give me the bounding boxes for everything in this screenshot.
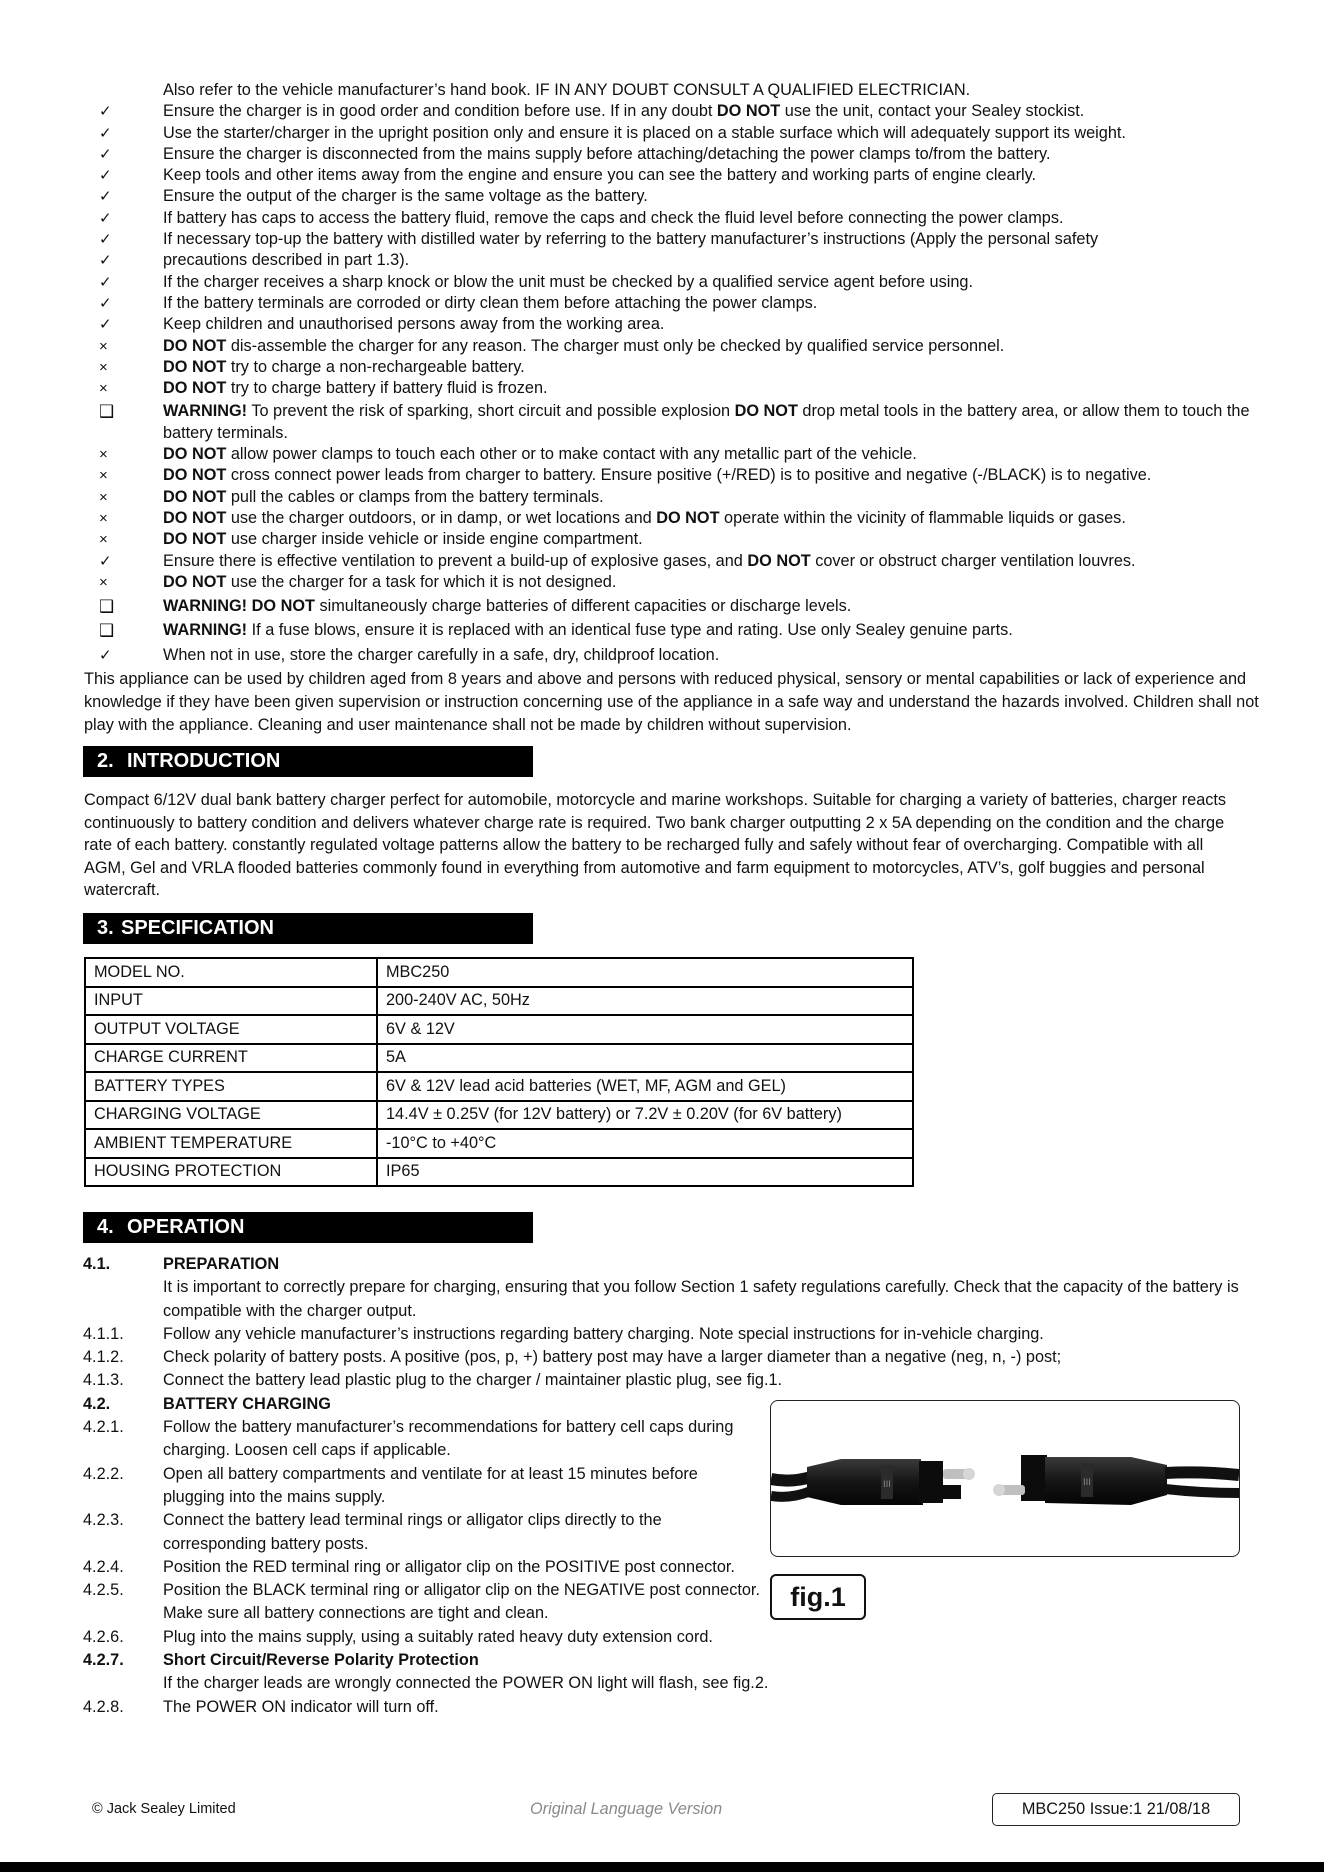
warning-capacities: ❑ WARNING! DO NOT simultaneously charge batteries of different capacities or discharge levels.: [84, 596, 1264, 617]
safety-item: × DO NOT use charger inside vehicle or inside engine compartment.: [84, 529, 1264, 550]
operation-step: [83, 1556, 1263, 1579]
step-text: It is important to correctly prepare for charging, ensuring that you follow Section 1 safety regulations carefully. Check that the capacity of the battery is compatible with the charger output.: [163, 1278, 1239, 1320]
safety-item: ✓ Keep children and unauthorised persons away from the working area.: [84, 314, 1264, 335]
safety-item: ✓ precautions described in part 1.3).: [84, 250, 1264, 271]
step-number: 4.2.7.: [83, 1651, 124, 1670]
copyright: © Jack Sealey Limited: [92, 1801, 236, 1817]
spec-key: CHARGING VOLTAGE: [85, 1101, 377, 1130]
step-text: The POWER ON indicator will turn off.: [163, 1697, 439, 1716]
appliance-note: This appliance can be used by children aged from 8 years and above and persons with reduced physical, sensory or mental capabilities or lack of experience and knowledge if they have been given supervision or instruction concerning use of the appliance in a safe way and understand the hazards involved. Children shall not play with the appliance. Cleaning and user maintenance shall not be made by children without supervision.: [84, 670, 1259, 735]
step-number: [83, 1672, 163, 1695]
cross-icon: ×: [99, 488, 108, 506]
step-number: 4.2.5.: [83, 1581, 124, 1600]
step-text: If the charger leads are wrongly connected the POWER ON light will flash, see fig.2.: [163, 1674, 769, 1693]
checkbox-icon: ❑: [99, 621, 115, 641]
spec-row: [85, 1044, 913, 1073]
step-number: 4.2.4.: [83, 1557, 124, 1576]
cross-icon: ×: [99, 446, 108, 464]
safety-item: ✓ Keep tools and other items away from the engine and ensure you can see the battery and working parts of engine clearly.: [84, 165, 1264, 186]
step-text: Connect the battery lead plastic plug to the charger / maintainer plastic plug, see fig.1.: [163, 1371, 783, 1390]
step-text: BATTERY CHARGING: [163, 1394, 331, 1413]
spec-key: HOUSING PROTECTION: [85, 1158, 377, 1187]
safety-item: ✓ Use the starter/charger in the upright position only and ensure it is placed on a stable surface which will adequately support its weight.: [84, 123, 1264, 144]
spec-row: [85, 1129, 913, 1158]
bottom-rule: [0, 1862, 1324, 1872]
cross-icon: ×: [99, 531, 108, 549]
safety-storage: ✓ When not in use, store the charger carefully in a safe, dry, childproof location.: [84, 645, 1264, 666]
step-number: 4.1.1.: [83, 1324, 124, 1343]
step-text: Follow any vehicle manufacturer’s instructions regarding battery charging. Note special instructions for in-vehicle charging.: [163, 1324, 1044, 1343]
safety-item: × DO NOT allow power clamps to touch each other or to make contact with any metallic part of the vehicle.: [84, 444, 1264, 465]
check-icon: ✓: [99, 103, 112, 121]
operation-step: [83, 1649, 1263, 1672]
figure-connector-plugs: [770, 1400, 1240, 1557]
step-number: 4.1.: [83, 1255, 111, 1273]
check-icon: ✓: [99, 294, 112, 312]
spec-row: [85, 987, 913, 1016]
operation-step: [83, 1253, 1263, 1276]
spec-row: [85, 1101, 913, 1130]
safety-item: × DO NOT pull the cables or clamps from the battery terminals.: [84, 487, 1264, 508]
check-icon: ✓: [99, 646, 112, 664]
figure-label: fig.1: [770, 1574, 866, 1620]
spec-key: CHARGE CURRENT: [85, 1044, 377, 1073]
operation-step: [83, 1323, 1263, 1346]
check-icon: ✓: [99, 231, 112, 249]
step-number: 4.1.3.: [83, 1371, 124, 1390]
check-icon: ✓: [99, 167, 112, 185]
safety-list: [84, 80, 1264, 737]
check-icon: ✓: [99, 124, 112, 142]
operation-step: [83, 1346, 1263, 1369]
sae-plug-illustration: [771, 1401, 1239, 1556]
spec-key: OUTPUT VOLTAGE: [85, 1015, 377, 1044]
step-number: 4.2.3.: [83, 1511, 124, 1530]
safety-item: × DO NOT try to charge a non-rechargeable battery.: [84, 357, 1264, 378]
check-icon: ✓: [99, 209, 112, 227]
operation-step: [83, 1369, 1263, 1392]
operation-step: [83, 1672, 1263, 1695]
step-text: Connect the battery lead terminal rings or alligator clips directly to the corresponding battery posts.: [163, 1511, 662, 1553]
spec-row: [85, 1072, 913, 1101]
safety-item: ✓ Ensure there is effective ventilation to prevent a build-up of explosive gases, and DO NOT cover or obstruct charger ventilation louvres.: [84, 551, 1264, 572]
safety-item: ✓ If necessary top-up the battery with distilled water by referring to the battery manufacturer’s instructions (Apply the personal safety: [84, 229, 1264, 250]
step-text: Position the BLACK terminal ring or alligator clip on the NEGATIVE post connector. Make sure all battery connections are tight and clean.: [163, 1581, 760, 1623]
operation-step: [83, 1696, 1263, 1719]
cross-icon: ×: [99, 573, 108, 591]
spec-value: IP65: [377, 1158, 913, 1187]
step-text: Short Circuit/Reverse Polarity Protection: [163, 1651, 479, 1670]
spec-key: BATTERY TYPES: [85, 1072, 377, 1101]
svg-text:III: III: [883, 1480, 891, 1490]
checkbox-icon: ❑: [99, 402, 115, 422]
warning-fuse: ❑ WARNING! If a fuse blows, ensure it is replaced with an identical fuse type and rating. Use only Sealey genuine parts.: [84, 620, 1264, 641]
cross-icon: ×: [99, 509, 108, 527]
check-icon: ✓: [99, 316, 112, 334]
spec-key: AMBIENT TEMPERATURE: [85, 1129, 377, 1158]
check-icon: ✓: [99, 188, 112, 206]
checkbox-icon: ❑: [99, 597, 115, 617]
check-icon: ✓: [99, 552, 112, 570]
operation-step: [83, 1276, 1263, 1323]
spec-value: 5A: [377, 1044, 913, 1073]
section-heading-operation: 4. OPERATION: [83, 1212, 533, 1243]
safety-item: ✓ If the battery terminals are corroded or dirty clean them before attaching the power clamps.: [84, 293, 1264, 314]
step-text: Check polarity of battery posts. A positive (pos, p, +) battery post may have a larger diameter than a negative (neg, n, -) post;: [163, 1348, 1062, 1367]
check-icon: ✓: [99, 252, 112, 270]
cross-icon: ×: [99, 380, 108, 398]
spec-key: INPUT: [85, 987, 377, 1016]
safety-item: ✓ If the charger receives a sharp knock or blow the unit must be checked by a qualified service agent before using.: [84, 272, 1264, 293]
operation-step: [83, 1579, 1263, 1626]
safety-item: × DO NOT cross connect power leads from charger to battery. Ensure positive (+/RED) is to positive and negative (-/BLACK) is to negative.: [84, 465, 1264, 486]
operation-step: [83, 1626, 1263, 1649]
specification-table: [84, 957, 914, 1187]
safety-item: × DO NOT use the charger outdoors, or in damp, or wet locations and DO NOT operate within the vicinity of flammable liquids or gases.: [84, 508, 1264, 529]
spec-value: 6V & 12V: [377, 1015, 913, 1044]
step-text: Plug into the mains supply, using a suitably rated heavy duty extension cord.: [163, 1627, 713, 1646]
safety-item: ✓ Ensure the charger is in good order and condition before use. If in any doubt DO NOT use the unit, contact your Sealey stockist.: [84, 101, 1264, 122]
cross-icon: ×: [99, 467, 108, 485]
spec-value: -10°C to +40°C: [377, 1129, 913, 1158]
spec-key: MODEL NO.: [85, 958, 377, 987]
step-number: 4.2.8.: [83, 1697, 124, 1716]
spec-value: 200-240V AC, 50Hz: [377, 987, 913, 1016]
safety-item: × DO NOT use the charger for a task for which it is not designed.: [84, 572, 1264, 593]
language-note: Original Language Version: [530, 1800, 723, 1818]
step-number: 4.2.2.: [83, 1464, 124, 1483]
step-text: Follow the battery manufacturer’s recommendations for battery cell caps during charging. Loosen cell caps if applicable.: [163, 1418, 734, 1460]
spec-row: [85, 1015, 913, 1044]
step-text: Position the RED terminal ring or alligator clip on the POSITIVE post connector.: [163, 1557, 735, 1576]
section-heading-introduction: 2. INTRODUCTION: [83, 746, 533, 777]
step-number: 4.2.: [83, 1394, 111, 1413]
safety-item: ✓ Ensure the charger is disconnected from the mains supply before attaching/detaching the power clamps to/from the battery.: [84, 144, 1264, 165]
svg-text:III: III: [1083, 1478, 1091, 1488]
cross-icon: ×: [99, 337, 108, 355]
check-icon: ✓: [99, 145, 112, 163]
safety-intro: Also refer to the vehicle manufacturer’s hand book. IF IN ANY DOUBT CONSULT A QUALIFIED ELECTRICIAN.: [163, 81, 971, 99]
step-number: 4.2.6.: [83, 1627, 124, 1646]
safety-item: ✓ Ensure the output of the charger is the same voltage as the battery.: [84, 186, 1264, 207]
section-heading-specification: 3. SPECIFICATION: [83, 913, 533, 944]
model-issue-badge: MBC250 Issue:1 21/08/18: [992, 1793, 1240, 1826]
step-text: Open all battery compartments and ventilate for at least 15 minutes before plugging into the mains supply.: [163, 1464, 698, 1506]
spec-value: 6V & 12V lead acid batteries (WET, MF, AGM and GEL): [377, 1072, 913, 1101]
spec-row: [85, 1158, 913, 1187]
step-number: 4.1.2.: [83, 1348, 124, 1367]
spec-value: MBC250: [377, 958, 913, 987]
spec-value: 14.4V ± 0.25V (for 12V battery) or 7.2V ± 0.20V (for 6V battery): [377, 1101, 913, 1130]
safety-item: × DO NOT dis-assemble the charger for any reason. The charger must only be checked by qualified service personnel.: [84, 336, 1264, 357]
step-number: [83, 1276, 163, 1323]
safety-item: ✓ If battery has caps to access the battery fluid, remove the caps and check the fluid level before connecting the power clamps.: [84, 208, 1264, 229]
step-number: 4.2.1.: [83, 1418, 124, 1437]
warning-sparking: ❑ WARNING! To prevent the risk of sparking, short circuit and possible explosion DO NOT drop metal tools in the battery area, or allow them to touch the battery terminals.: [84, 401, 1264, 444]
spec-row: [85, 958, 913, 987]
cross-icon: ×: [99, 358, 108, 376]
safety-item: × DO NOT try to charge battery if battery fluid is frozen.: [84, 378, 1264, 399]
check-icon: ✓: [99, 273, 112, 291]
introduction-text: Compact 6/12V dual bank battery charger perfect for automobile, motorcycle and marine workshops. Suitable for charging a variety of batteries, charger reacts continuously to battery condition and delivers whatever charge rate is required. Two bank charger outputting 2 x 5A depending on the condition and the charge rate of each battery. constantly regulated voltage patterns allow the battery to be recharged fully and safely without fear of overcharging. Compatible with all AGM, Gel and VRLA flooded batteries commonly found in everything from automotive and farm equipment to motorcycles, ATV’s, golf buggies and personal watercraft.: [84, 791, 1227, 900]
step-text: PREPARATION: [163, 1255, 280, 1273]
